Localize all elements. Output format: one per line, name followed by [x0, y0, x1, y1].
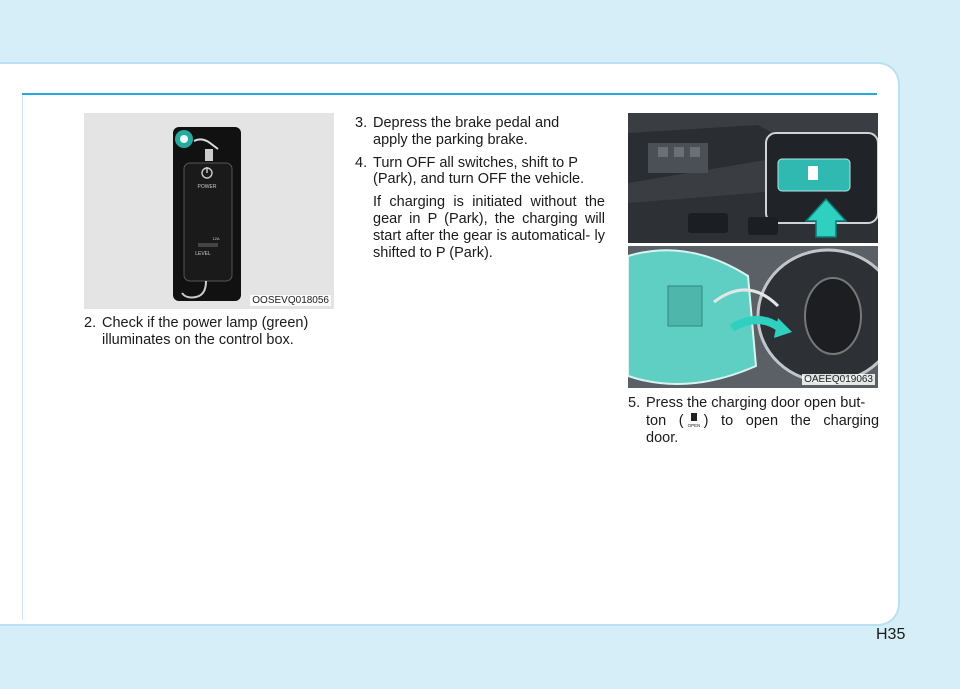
step-number: 4.: [355, 154, 368, 171]
charge-door-illustration: [628, 246, 878, 388]
step-3: [355, 115, 605, 149]
power-label: POWER: [197, 184, 217, 190]
steps-3-4: [355, 115, 605, 261]
control-box-illustration: [84, 113, 334, 309]
step-line: Depress the brake pedal and: [373, 115, 560, 131]
figure-dashboard-button: [628, 113, 878, 243]
step-2: [84, 315, 335, 349]
step-number: 3.: [355, 115, 368, 131]
figure-control-box: [84, 113, 334, 309]
figure-charge-door: [628, 246, 878, 388]
figure-code: OAEEQ019063: [804, 374, 873, 385]
amp-label: 12A: [212, 236, 220, 241]
step-line: Turn OFF all switches, shift to P: [373, 154, 578, 171]
header-rule: [22, 93, 877, 95]
step-line: door.: [646, 429, 679, 446]
level-label: LEVEL: [195, 251, 211, 257]
step-number: 5.: [628, 395, 641, 411]
page-number: H35: [876, 626, 906, 643]
step-note: If charging is initiated without the gear in P (Park), the charging will start after the gear is automatical- ly shifted to P (Park).: [373, 194, 605, 261]
step-number: 2.: [84, 315, 97, 331]
step-4: [355, 155, 605, 262]
step-line: ) to open the charging: [703, 412, 880, 429]
step-line: Check if the power lamp (green): [102, 315, 309, 331]
dashboard-illustration: [628, 113, 878, 243]
step-line: apply the parking brake.: [373, 131, 528, 148]
charge-door-open-icon: [686, 412, 702, 428]
step-line: ton (: [646, 412, 684, 429]
step-5: [628, 395, 879, 446]
open-icon-label: OPEN: [687, 422, 700, 428]
figure-code: OOSEVQ018056: [252, 295, 329, 306]
step-line: illuminates on the control box.: [102, 331, 294, 348]
step-line: Press the charging door open but-: [646, 395, 866, 411]
step-line: (Park), and turn OFF the vehicle.: [373, 171, 585, 188]
margin-rule: [22, 96, 23, 620]
